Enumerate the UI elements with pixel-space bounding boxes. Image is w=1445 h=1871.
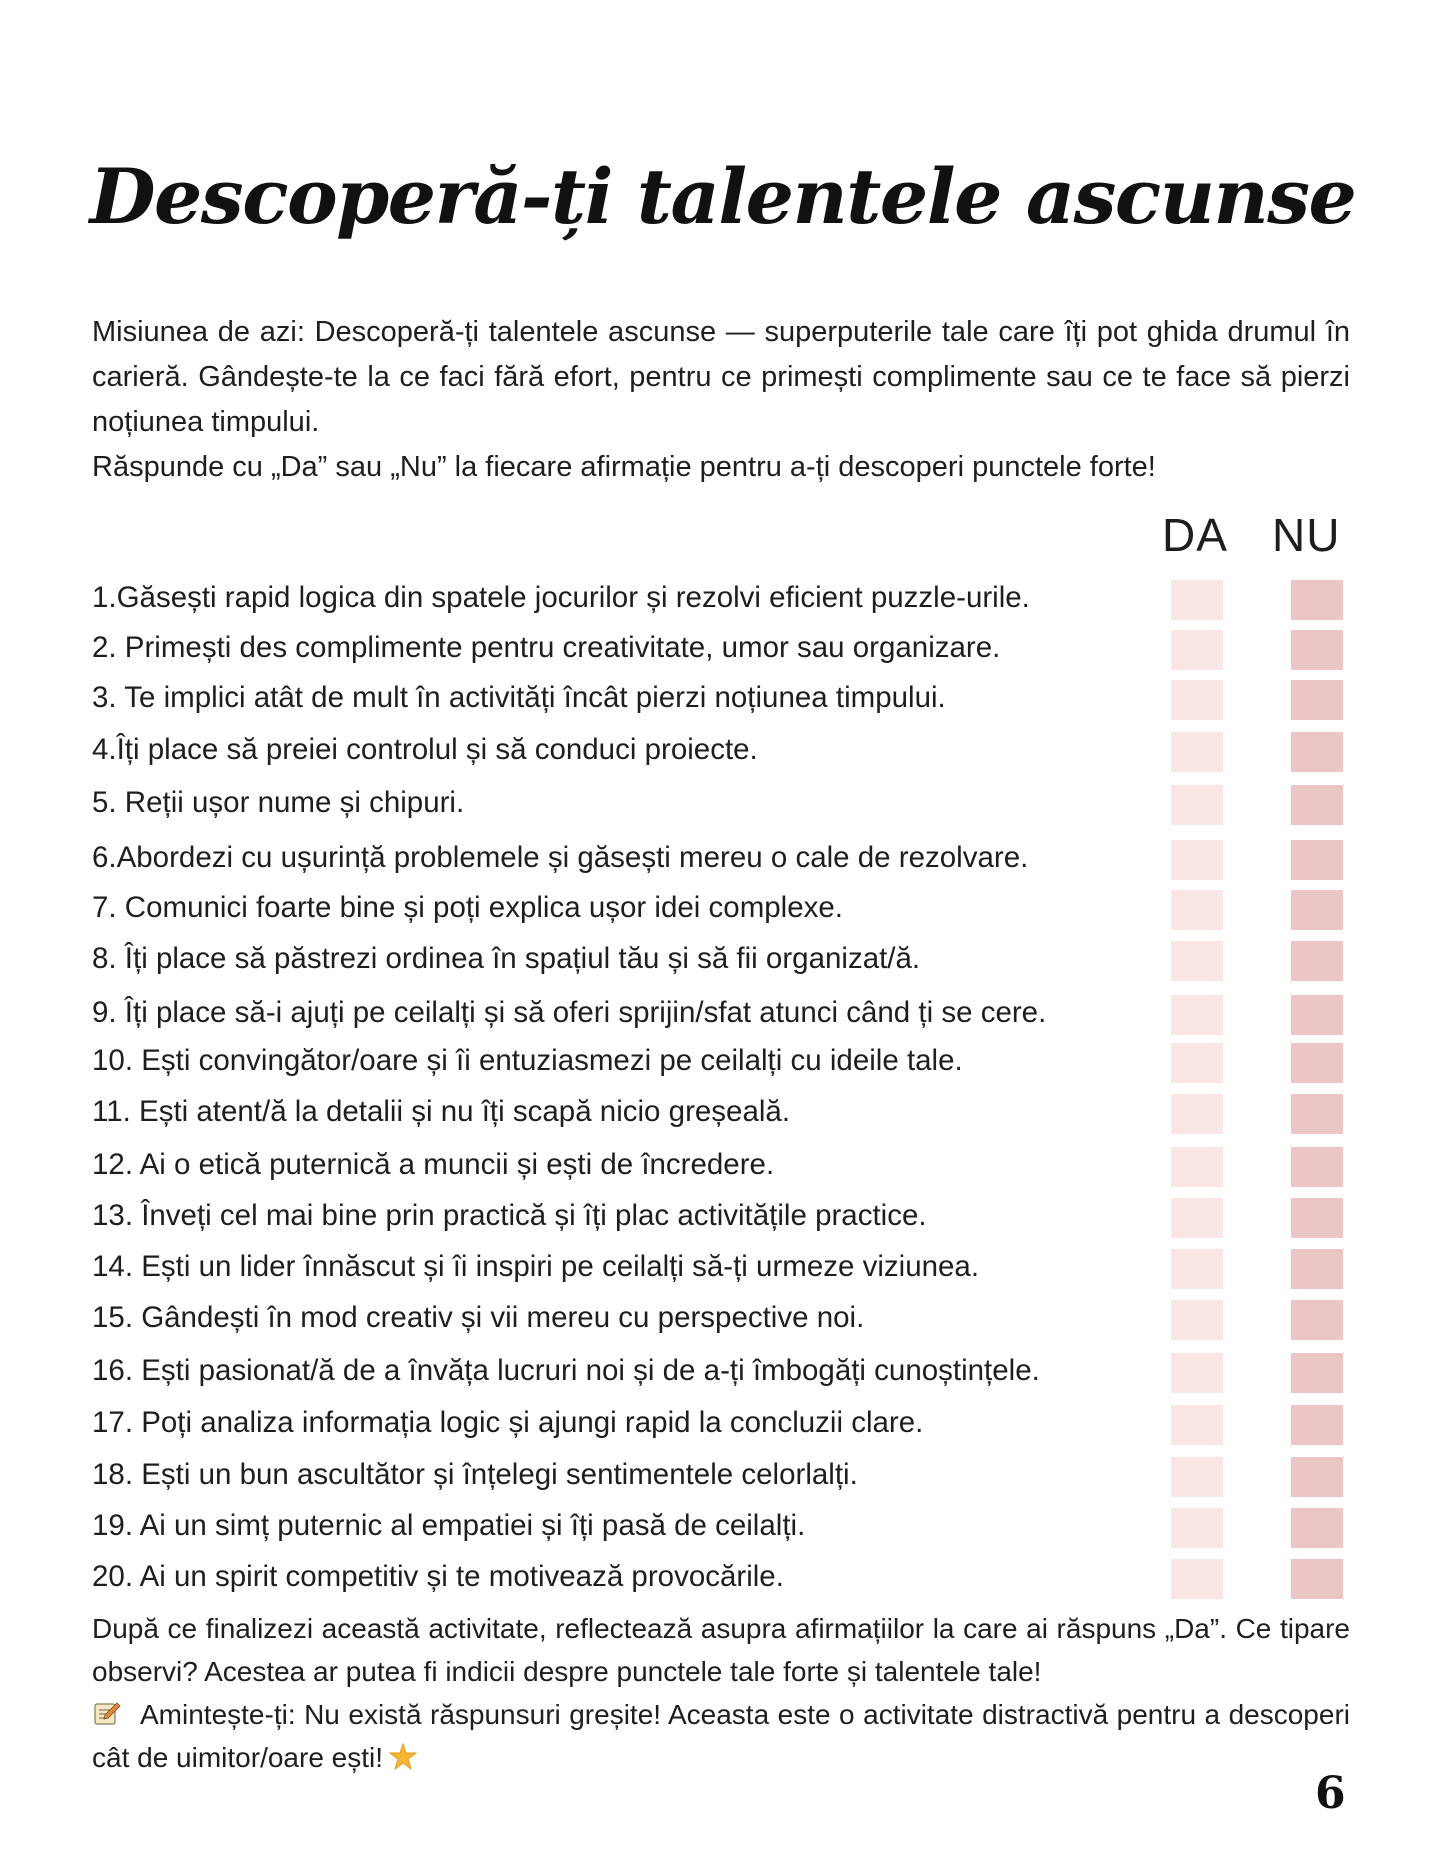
intro-paragraph: Misiunea de azi: Descoperă-ți talentele ascunse — superputerile tale care îți pot ghida drumul în carieră. Gândește-te la ce faci fără efort, pentru ce primești complimente sau ce te face să pierzi noțiunea timpului.	[92, 316, 1350, 438]
checkbox-nu[interactable]	[1291, 1457, 1343, 1497]
reminder-paragraph	[92, 1693, 1350, 1779]
statement-row	[0, 628, 1445, 668]
statement-row	[0, 838, 1445, 878]
statement-row	[0, 1092, 1445, 1132]
checkbox-nu[interactable]	[1291, 1043, 1343, 1083]
page-title: Descoperă-ți talentele ascunse	[89, 152, 1356, 241]
checkbox-da[interactable]	[1171, 840, 1223, 880]
checkbox-da[interactable]	[1171, 1198, 1223, 1238]
checkbox-da[interactable]	[1171, 1147, 1223, 1187]
statement-text: 4.Îți place să preiei controlul și să conduci proiecte.	[92, 733, 758, 766]
checkbox-nu[interactable]	[1291, 1249, 1343, 1289]
column-header-nu: NU	[1272, 509, 1341, 561]
statement-row	[0, 1041, 1445, 1081]
statement-row	[0, 1506, 1445, 1546]
checkbox-da[interactable]	[1171, 1457, 1223, 1497]
checkbox-nu[interactable]	[1291, 890, 1343, 930]
statement-text: 8. Îți place să păstrezi ordinea în spațiul tău și să fii organizat/ă.	[92, 942, 921, 975]
checkbox-nu[interactable]	[1291, 1405, 1343, 1445]
checkbox-nu[interactable]	[1291, 941, 1343, 981]
statement-text: 9. Îți place să-i ajuți pe ceilalți și să oferi sprijin/sfat atunci când ți se cere.	[92, 996, 1047, 1029]
statement-text: 17. Poți analiza informația logic și ajungi rapid la concluzii clare.	[92, 1406, 924, 1439]
checkbox-da[interactable]	[1171, 1043, 1223, 1083]
checkbox-nu[interactable]	[1291, 1094, 1343, 1134]
checkbox-nu[interactable]	[1291, 995, 1343, 1035]
checkbox-da[interactable]	[1171, 941, 1223, 981]
checkbox-nu[interactable]	[1291, 840, 1343, 880]
checkbox-da[interactable]	[1171, 1559, 1223, 1599]
statement-row	[0, 939, 1445, 979]
outro-section	[92, 1607, 1350, 1779]
reflection-paragraph: După ce finalizezi această activitate, reflectează asupra afirmațiilor la care ai răspuns „Da”. Ce tipare observi? Acestea ar putea fi indicii despre punctele tale forte și talentele tale!	[92, 1613, 1350, 1687]
statement-text: 7. Comunici foarte bine și poți explica ușor idei complexe.	[92, 891, 843, 924]
statement-row	[0, 1557, 1445, 1597]
statement-row	[0, 730, 1445, 770]
statement-text: 12. Ai o etică puternică a muncii și ești de încredere.	[92, 1148, 775, 1181]
memo-icon	[92, 1696, 122, 1722]
checkbox-nu[interactable]	[1291, 580, 1343, 620]
checkbox-da[interactable]	[1171, 1353, 1223, 1393]
checkbox-nu[interactable]	[1291, 1508, 1343, 1548]
statement-row	[0, 888, 1445, 928]
statement-row	[0, 1403, 1445, 1443]
checkbox-da[interactable]	[1171, 580, 1223, 620]
statement-text: 19. Ai un simț puternic al empatiei și îți pasă de ceilalți.	[92, 1509, 806, 1542]
checkbox-nu[interactable]	[1291, 1559, 1343, 1599]
checkbox-da[interactable]	[1171, 680, 1223, 720]
checkbox-da[interactable]	[1171, 630, 1223, 670]
statement-text: 10. Ești convingător/oare și îi entuziasmezi pe ceilalți cu ideile tale.	[92, 1044, 963, 1077]
checkbox-nu[interactable]	[1291, 1147, 1343, 1187]
statement-text: 13. Înveți cel mai bine prin practică și îți plac activitățile practice.	[92, 1199, 927, 1232]
statement-row	[0, 678, 1445, 718]
checkbox-nu[interactable]	[1291, 1300, 1343, 1340]
statement-text: 16. Ești pasionat/ă de a învăța lucruri noi și de a-ți îmbogăți cunoștințele.	[92, 1354, 1040, 1387]
checkbox-da[interactable]	[1171, 1508, 1223, 1548]
checkbox-nu[interactable]	[1291, 1198, 1343, 1238]
statement-text: 15. Gândești în mod creativ și vii mereu cu perspective noi.	[92, 1301, 865, 1334]
checkbox-da[interactable]	[1171, 1300, 1223, 1340]
page-number: 6	[1315, 1768, 1346, 1819]
statement-row	[0, 1298, 1445, 1338]
statement-row	[0, 783, 1445, 823]
statement-row	[0, 1455, 1445, 1495]
intro-instruction: Răspunde cu „Da” sau „Nu” la fiecare afirmație pentru a-ți descoperi punctele forte!	[92, 451, 1156, 483]
statement-text: 5. Reții ușor nume și chipuri.	[92, 786, 465, 819]
statement-text: 11. Ești atent/ă la detalii și nu îți scapă nicio greșeală.	[92, 1095, 791, 1128]
checkbox-da[interactable]	[1171, 1405, 1223, 1445]
statement-row	[0, 1351, 1445, 1391]
statement-text: 2. Primești des complimente pentru creativitate, umor sau organizare.	[92, 631, 1001, 664]
statement-text: 18. Ești un bun ascultător și înțelegi sentimentele celorlalți.	[92, 1458, 858, 1491]
checkbox-nu[interactable]	[1291, 680, 1343, 720]
statement-row	[0, 1247, 1445, 1287]
column-header-da: DA	[1162, 509, 1228, 561]
glowing-star-icon	[389, 1740, 417, 1768]
checkbox-da[interactable]	[1171, 732, 1223, 772]
statement-text: 6.Abordezi cu ușurință problemele și găsești mereu o cale de rezolvare.	[92, 841, 1029, 874]
checkbox-da[interactable]	[1171, 995, 1223, 1035]
checkbox-da[interactable]	[1171, 785, 1223, 825]
reminder-text: Amintește-ți: Nu există răspunsuri greșite! Aceasta este o activitate distractivă pentru a descoperi cât de uimitor/oare ești!	[92, 1699, 1350, 1773]
checkbox-da[interactable]	[1171, 1249, 1223, 1289]
statement-text: 1.Găsești rapid logica din spatele jocurilor și rezolvi eficient puzzle-urile.	[92, 581, 1030, 614]
statement-row	[0, 578, 1445, 618]
checkbox-nu[interactable]	[1291, 732, 1343, 772]
statement-text: 14. Ești un lider înnăscut și îi inspiri pe ceilalți să-ți urmeze viziunea.	[92, 1250, 980, 1283]
checkbox-nu[interactable]	[1291, 785, 1343, 825]
checkbox-da[interactable]	[1171, 890, 1223, 930]
statement-text: 20. Ai un spirit competitiv și te motivează provocările.	[92, 1560, 784, 1593]
statement-text: 3. Te implici atât de mult în activități încât pierzi noțiunea timpului.	[92, 681, 946, 714]
statement-row	[0, 1145, 1445, 1185]
statement-row	[0, 993, 1445, 1033]
checkbox-da[interactable]	[1171, 1094, 1223, 1134]
statement-row	[0, 1196, 1445, 1236]
checkbox-nu[interactable]	[1291, 630, 1343, 670]
checkbox-nu[interactable]	[1291, 1353, 1343, 1393]
